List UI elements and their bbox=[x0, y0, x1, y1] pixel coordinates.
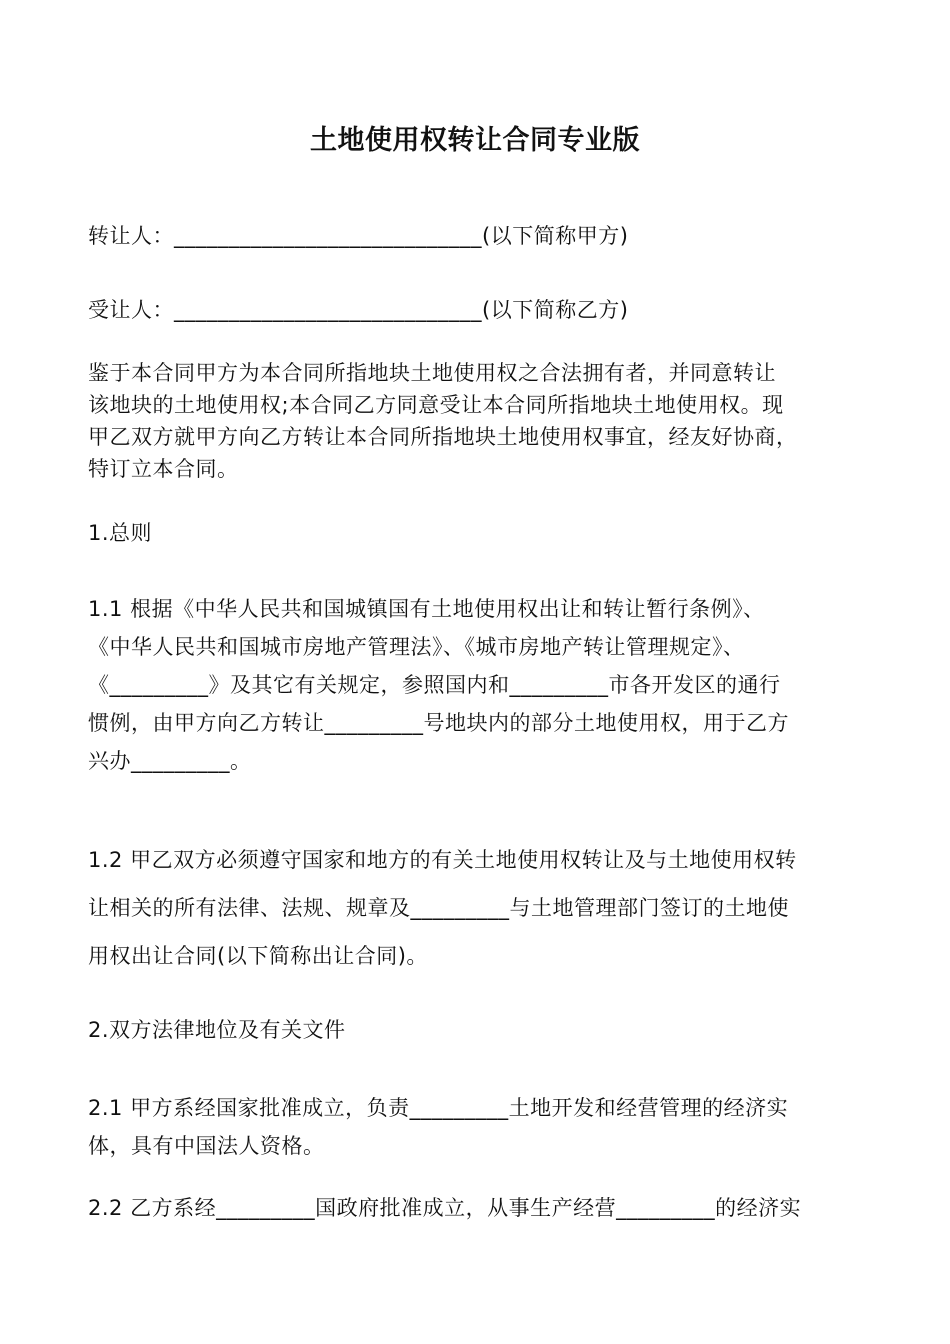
recital-paragraph: 鉴于本合同甲方为本合同所指地块土地使用权之合法拥有者，并同意转让 该地块的土地使用权;本合同乙方同意受让本合同所指地块土地使用权。现 甲乙双方就甲方向乙方转让本合同所指地块土地使用权事宜，经友好协商， 特订立本合同。 bbox=[88, 361, 798, 481]
clause-1-2: 1.2 甲乙双方必须遵守国家和地方的有关土地使用权转让及与土地使用权转 让相关的所有法律、法规、规章及_________与土地管理部门签订的土地使 用权出让合同(以下简称出让合同)。 bbox=[88, 848, 797, 968]
section-1-heading: 1.总则 bbox=[88, 521, 153, 545]
section-2-heading: 2.双方法律地位及有关文件 bbox=[88, 1018, 346, 1042]
clause-1-1-text: 1.1 根据《中华人民共和国城镇国有土地使用权出让和转让暂行条例》、 《中华人民共和国城市房地产管理法》、《城市房地产转让管理规定》、 《_________》及其它有关规定，参照国内和_________市各开发区的通行 惯例，由甲方向乙方转让_________号地块内的部分土地使用权，用于乙方 兴办_________。 bbox=[88, 597, 789, 773]
document-title: 土地使用权转让合同专业版 bbox=[310, 125, 640, 156]
clause-1-1 bbox=[88, 590, 878, 780]
clause-2-2: 2.2 乙方系经_________国政府批准成立，从事生产经营_________的经济实 bbox=[88, 1196, 802, 1220]
clause-2-1: 2.1 甲方系经国家批准成立，负责_________土地开发和经营管理的经济实 体，具有中国法人资格。 bbox=[88, 1096, 789, 1158]
transferee-line: 受让人：____________________________(以下简称乙方) bbox=[88, 298, 629, 322]
transferor-line: 转让人：____________________________(以下简称甲方) bbox=[88, 224, 629, 248]
